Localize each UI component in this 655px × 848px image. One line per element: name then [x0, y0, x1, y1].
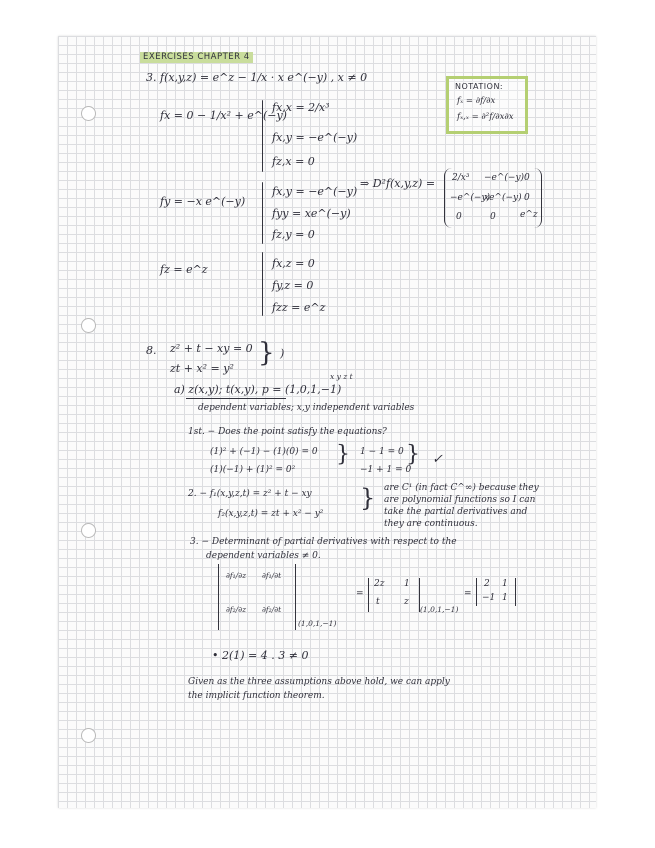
- equals-sign: =: [464, 589, 472, 599]
- page-title: EXERCISES CHAPTER 4: [140, 52, 253, 63]
- det-cell: −1: [482, 593, 496, 603]
- binder-hole: [81, 523, 96, 538]
- notation-box: [446, 76, 528, 134]
- brace: [262, 252, 263, 316]
- det-cell: t: [376, 597, 380, 607]
- underline: [186, 398, 286, 399]
- step-2-f2: f₂(x,y,z,t) = zt + x² − y²: [218, 509, 324, 519]
- ex3-fyy: fyy = xe^(−y): [272, 207, 351, 220]
- matrix-cell: 0: [524, 193, 530, 203]
- check-result-1: 1 − 1 = 0: [360, 447, 404, 457]
- step-2-brace: }: [360, 484, 376, 512]
- matrix-cell: −e^(−y): [450, 193, 491, 203]
- variables-note: dependent variables; x,y independent variables: [198, 403, 415, 413]
- step-1: 1st. − Does the point satisfy the equations?: [188, 427, 387, 437]
- ex3-fxz: fz,x = 0: [272, 155, 315, 168]
- system-brace: }: [258, 338, 275, 368]
- conclusion: the implicit function theorem.: [188, 691, 325, 701]
- matrix-cell: 0: [490, 212, 496, 222]
- brace: [262, 100, 263, 172]
- ex3-fyx: fx,y = −e^(−y): [272, 185, 358, 198]
- det-evaluation-point: (1,0,1,−1): [298, 619, 337, 628]
- step-2-f1: 2. − f₁(x,y,z,t) = z² + t − xy: [188, 489, 312, 499]
- det-cell: 1: [502, 593, 508, 603]
- ex8-equation-1: z² + t − xy = 0: [170, 342, 253, 355]
- det-cell: 2: [484, 579, 490, 589]
- ex3-fzx: fx,z = 0: [272, 257, 315, 270]
- check-result-2: −1 + 1 = 0: [360, 465, 412, 475]
- ex8-number: 8.: [146, 344, 157, 357]
- ex3-hessian-label: ⇒ D²f(x,y,z) =: [360, 177, 436, 190]
- step-2-note: they are continuous.: [384, 519, 478, 529]
- conclusion: Given as the three assumptions above hold, we can apply: [188, 677, 450, 687]
- check-equation-2: (1)(−1) + (1)² = 0²: [210, 465, 296, 475]
- ex3-fz: fz = e^z: [160, 263, 208, 276]
- det-entry: ∂f₁/∂t: [262, 571, 282, 580]
- notation-label: NOTATION:: [455, 82, 504, 91]
- step-3: 3. − Determinant of partial derivatives with respect to the: [190, 537, 457, 547]
- binder-hole: [81, 318, 96, 333]
- det-entry: ∂f₁/∂z: [226, 571, 247, 580]
- step-2-note: are C¹ (in fact C^∞) because they: [384, 483, 539, 493]
- matrix-cell: xe^(−y): [484, 193, 522, 203]
- notation-first-derivative: fₓ = ∂f/∂x: [457, 96, 496, 106]
- ex3-fyz: fz,y = 0: [272, 228, 315, 241]
- ex8-part-a: a) z(x,y); t(x,y), p = (1,0,1,−1): [174, 383, 342, 396]
- matrix-cell: e^z: [520, 210, 538, 220]
- det-evaluation-point: (1,0,1,−1): [420, 605, 459, 614]
- matrix-cell: 0: [524, 173, 530, 183]
- det-cell: 1: [502, 579, 508, 589]
- det-entry: ∂f₂/∂t: [262, 605, 282, 614]
- matrix-cell: 0: [456, 212, 462, 222]
- brace: [262, 182, 263, 244]
- ex3-fzy: fy,z = 0: [272, 279, 314, 292]
- ex8-equation-2: zt + x² = y²: [170, 362, 234, 375]
- result-brace: }: [406, 442, 420, 467]
- checkmark-icon: ✓: [432, 452, 443, 467]
- matrix-cell: 2/x³: [452, 173, 470, 183]
- matrix-cell: −e^(−y): [484, 173, 525, 183]
- check-equation-1: (1)² + (−1) − (1)(0) = 0: [210, 447, 318, 457]
- point-variable-labels: x y z t: [330, 372, 353, 381]
- notation-second-derivative: fₓ,ₓ = ∂²f/∂x∂x: [457, 112, 514, 122]
- step-2-note: are polynomial functions so I can: [384, 495, 536, 505]
- ex3-fx: fx = 0 − 1/x² + e^(−y): [160, 109, 287, 122]
- step-3: dependent variables ≠ 0.: [206, 551, 321, 561]
- determinant-result: • 2(1) = 4 . 3 ≠ 0: [212, 649, 309, 662]
- binder-hole: [81, 728, 96, 743]
- ex3-fxy: fx,y = −e^(−y): [272, 131, 358, 144]
- ex3-fxx: fx,x = 2/x³: [272, 101, 330, 114]
- ex3-fzz: fzz = e^z: [272, 301, 326, 314]
- notebook-page: [58, 36, 596, 808]
- det-cell: 2z: [374, 579, 385, 589]
- det-cell: z: [404, 597, 409, 607]
- det-entry: ∂f₂/∂z: [226, 605, 247, 614]
- ex8-paren: ): [280, 347, 285, 360]
- ex3-function: 3. f(x,y,z) = e^z − 1/x · x e^(−y) , x ≠ 0: [146, 71, 368, 84]
- det-cell: 1: [404, 579, 410, 589]
- ex3-fy: fy = −x e^(−y): [160, 195, 246, 208]
- check-brace: }: [336, 442, 350, 467]
- step-2-note: take the partial derivatives and: [384, 507, 528, 517]
- binder-hole: [81, 106, 96, 121]
- equals-sign: =: [356, 589, 364, 599]
